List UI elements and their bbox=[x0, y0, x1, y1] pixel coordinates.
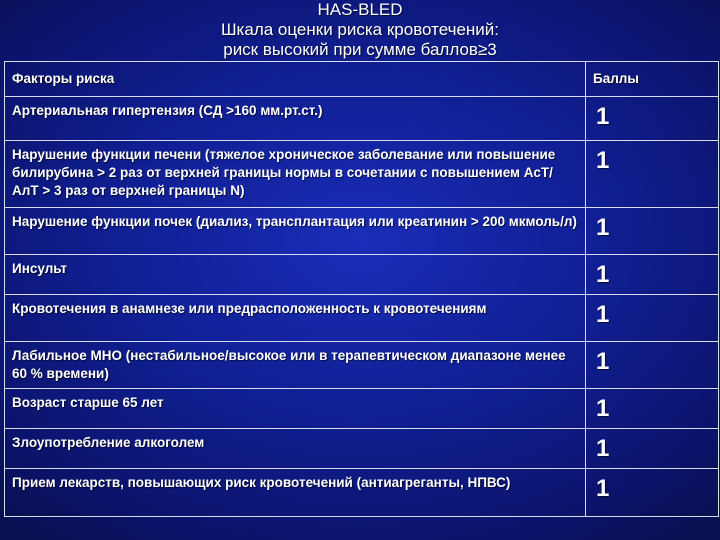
table-row bbox=[5, 342, 719, 389]
table-row bbox=[5, 208, 719, 255]
risk-factor-cell: Инсульт bbox=[5, 255, 586, 295]
points-cell: 1 bbox=[586, 141, 719, 208]
table-header-row bbox=[5, 62, 719, 97]
has-bled-table bbox=[4, 61, 719, 517]
risk-factor-cell: Возраст старше 65 лет bbox=[5, 389, 586, 429]
table-row bbox=[5, 295, 719, 342]
risk-factor-cell: Артериальная гипертензия (СД >160 мм.рт.ст.) bbox=[5, 97, 586, 141]
points-cell: 1 bbox=[586, 342, 719, 389]
table-row bbox=[5, 255, 719, 295]
risk-factor-cell: Нарушение функции печени (тяжелое хроническое заболевание или повышение билирубина > 2 раз от верхней границы нормы в сочетании с повышением АсТ/АлТ > 3 раз от верхней границы N) bbox=[5, 141, 586, 208]
table-row bbox=[5, 469, 719, 517]
risk-factor-cell: Нарушение функции почек (диализ, трансплантация или креатинин > 200 мкмоль/л) bbox=[5, 208, 586, 255]
points-cell: 1 bbox=[586, 469, 719, 517]
points-cell: 1 bbox=[586, 389, 719, 429]
title-line-2: Шкала оценки риска кровотечений: bbox=[220, 20, 500, 39]
slide-title bbox=[0, 0, 720, 60]
risk-factor-cell: Кровотечения в анамнезе или предрасположенность к кровотечениям bbox=[5, 295, 586, 342]
points-cell: 1 bbox=[586, 97, 719, 141]
points-cell: 1 bbox=[586, 255, 719, 295]
risk-factor-cell: Злоупотребление алкоголем bbox=[5, 429, 586, 469]
table-row bbox=[5, 97, 719, 141]
risk-factor-cell: Прием лекарств, повышающих риск кровотечений (антиагреганты, НПВС) bbox=[5, 469, 586, 517]
title-line-1: HAS-BLED bbox=[317, 0, 403, 19]
table-row bbox=[5, 141, 719, 208]
header-risk-factors: Факторы риска bbox=[5, 62, 586, 97]
table-row bbox=[5, 389, 719, 429]
table-row bbox=[5, 429, 719, 469]
points-cell: 1 bbox=[586, 208, 719, 255]
title-line-3: риск высокий при сумме баллов≥3 bbox=[223, 40, 497, 59]
points-cell: 1 bbox=[586, 429, 719, 469]
points-cell: 1 bbox=[586, 295, 719, 342]
header-points: Баллы bbox=[586, 62, 719, 97]
risk-factor-cell: Лабильное МНО (нестабильное/высокое или в терапевтическом диапазоне менее 60 % времени) bbox=[5, 342, 586, 389]
